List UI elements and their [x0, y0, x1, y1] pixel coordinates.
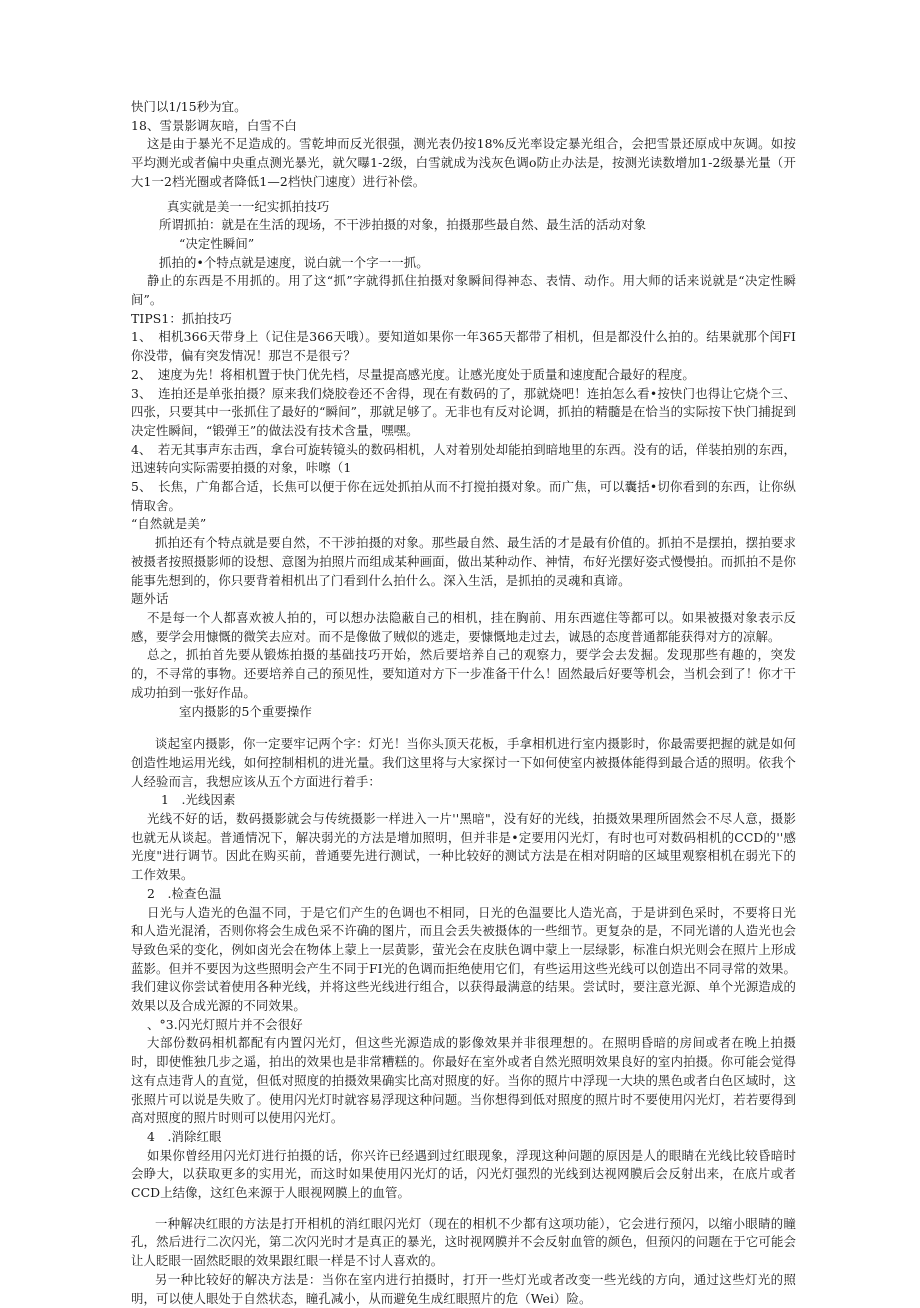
list-item: 3、 连拍还是单张拍摄？原来我们烧胶卷还不舍得，现在有数码的了，那就烧吧！连拍怎么看•按快门也得让它烧个三、四张，只要其中一张抓住了最好的“瞬间”，那就足够了。无非也有反对论调，抓拍的精髓是在恰当的实际按下快门捕捉到决定性瞬间，“锻弹王”的做法没有技术含量，嘿嘿。 [131, 385, 796, 438]
paragraph: 另一种比较好的解决方法是：当你在室内进行拍摄时，打开一些灯光或者改变一些光线的方向，通过这些灯光的照明，可以使人眼处于自然状态，瞳孔减小，从而避免生成红眼照片的危（Wei）险。 [131, 1271, 796, 1306]
paragraph: 所谓抓拍：就是在生活的现场，不干涉拍摄的对象，拍摄那些最自然、最生活的活动对象 [159, 217, 647, 233]
paragraph: 总之，抓拍首先要从锻炼拍摄的基础技巧开始，然后要培养自己的观察力，要学会去发掘。发现那些有趣的，突发的，不寻常的事物。还要培养自己的预见性，要知道对方下一步准备干什么！固然最后好要等机会，当机会到了！你才干成功拍到一张好作品。 [131, 647, 796, 700]
subheading: “决定性瞬间” [179, 235, 255, 251]
paragraph: 谈起室内摄影，你一定要牢记两个字：灯光！当你头顶天花板，手拿相机进行室内摄影时，你最需要把握的就是如何创造性地运用光线，如何控制相机的进光量。我们这里将与大家探讨一下如何使室内被摄体能得到最合适的照明。依我个人经验而言，我想应该从五个方面进行着手： [131, 736, 796, 789]
paragraph: 静止的东西是不用抓的。用了这“抓”字就得抓住拍摄对象瞬间得神态、表情、动作。用大师的话来说就是“决定性瞬间”。 [131, 273, 796, 308]
numbered-heading: 、°3.闪光灯照片并不会很好 [147, 1016, 303, 1032]
paragraph: 大部份数码相机都配有内置闪光灯，但这些光源造成的影像效果并非很理想的。在照明昏暗的房间或者在晚上拍摄时，即使惟独几步之遥，拍出的效果也是非常糟糕的。你最好在室外或者自然光照明效果良好的室内拍摄。你可能会觉得这有点违背人的直觉，但低对照度的拍摄效果确实比高对照度的好。当你的照片中浮现一大块的黑色或者白色区域时，这张照片可以说是失败了。使用闪光灯时就容易浮现这种问题。当你想得到低对照度的照片时不要使用闪光灯，若若要得到高对照度的照片时则可以使用闪光灯。 [131, 1035, 796, 1126]
paragraph: 如果你曾经用闪光灯进行拍摄的话，你兴许已经遇到过红眼现象，浮现这种问题的原因是人的眼睛在光线比较昏暗时会睁大，以获取更多的实用光，而这时如果使用闪光灯的话，闪光灯强烈的光线到达视网膜后会反射出来，在底片或者CCD上结像，这红色来源于人眼视网膜上的血管。 [131, 1147, 796, 1201]
paragraph: 不是每一个人都喜欢被人拍的，可以想办法隐蔽自己的相机，挂在胸前、用东西遮住等都可以。如果被摄对象表示反感，要学会用慷慨的微笑去应对。而不是像做了贼似的逃走，要慷慨地走过去，诚恳的态度普通都能获得对方的凉解。 [131, 609, 796, 644]
text-line: 快门以1/15秒为宜。 [131, 99, 247, 114]
paragraph: 光线不好的话，数码摄影就会与传统摄影一样进入一片''黑暗"，没有好的光线，拍摄效果理所固然会不尽人意，摄影也就无从谈起。普通情况下，解决弱光的方法是增加照明，但并非是•定要用闪光灯，有时也可对数码相机的CCD的''感光度"进行调节。因此在购买前，普通要先进行测试，一种比较好的测试方法是在相对阴暗的区域里观察相机在弱光下的工作效果。 [131, 811, 796, 883]
paragraph: 这是由于暴光不足造成的。雪乾坤而反光很强，测光表仍按18%反光率设定暴光组合，会把雪景还原成中灰调。如按平均测光或者偏中央重点测光暴光，就欠曝1-2级，白雪就成为浅灰色调o防止办法是，按测光读数增加1-2级暴光量（开大1一2档光圈或者降低1—2档快门速度）进行补偿。 [131, 136, 796, 189]
section-heading: 真实就是美一一纪实抓拍技巧 [167, 198, 330, 214]
section-heading: 18、雪景影调灰暗，白雪不白 [131, 117, 297, 133]
list-item: 1、 相机366天带身上（记住是366天哦）。要知道如果你一年365天都带了相机，但是都没什么拍的。结果就那个闰FI你没带，偏有突发情况！那岂不是很亏？ [131, 329, 796, 364]
tips-heading: TIPS1：抓拍技巧 [131, 310, 232, 326]
numbered-heading: 4 .消除红眼 [147, 1128, 222, 1144]
list-item: 5、 长焦，广角都合适，长焦可以便于你在远处抓拍从而不打搅拍摄对象。而广焦，可以囊括•切你看到的东西，让你纵情取舍。 [131, 479, 796, 513]
paragraph: 日光与人造光的色温不同，于是它们产生的色调也不相同，日光的色温要比人造光高，于是讲到色采时，不要将日光和人造光混淆，否则你将会生成色采不许确的图片，而且会丢失被摄体的一些细节。更复杂的是，不同光谱的人造光也会导致色采的变化，例如卤光会在物体上蒙上一层黄影，萤光会在皮肤色调中蒙上一层绿影，标准白炽光则会在照片上形成蓝影。但并不要因为这些照明会产生不同于FI光的色调而拒绝使用它们，有些运用这些光线可以创造出不同寻常的效果。我们建议你尝试着使用各种光线，并将这些光线进行组合，以获得最满意的结果。尝试时，要注意光源、单个光源造成的效果以及合成光源的不同效果。 [131, 904, 796, 1014]
list-item: 2、 速度为先！将相机置于快门优先档，尽量提高感光度。让感光度处于质量和速度配合最好的程度。 [131, 366, 695, 382]
subheading: “自然就是美” [131, 516, 207, 532]
numbered-heading: 2 .检查色温 [147, 885, 222, 901]
paragraph: 抓拍还有个特点就是要自然，不干涉拍摄的对象。那些最自然、最生活的才是最有价值的。抓拍不是摆拍，摆拍要求被摄者按照摄影师的设想、意图为拍照片而组成某种画面，做出某种动作、神情，布好光摆好姿式慢慢拍。而抓拍不是你能事先想到的，你只要背着相机出了门看到什么拍什么。深入生活，是抓拍的灵魂和真谛。 [131, 535, 796, 588]
list-item: 4、 若无其事声东击西，拿台可旋转镜头的数码相机，人对着别处却能拍到暗地里的东西。没有的话，佯装拍别的东西，迅速转向实际需要拍摄的对象，咔嚓（1 [131, 441, 796, 476]
section-heading: 室内摄影的5个重要操作 [179, 703, 312, 719]
paragraph: 一种解决红眼的方法是打开相机的消红眼闪光灯（现在的相机不少都有这项功能），它会进行预闪，以缩小眼睛的瞳孔，然后进行二次闪光，第二次闪光时才是真正的暴光，这时视网膜并不会反射血管的颜色，但预闪的问题在于它可能会让人眨眼一固然眨眼的效果跟红眼一样是不讨人喜欢的。 [131, 1215, 796, 1269]
numbered-heading: 1 .光线因素 [161, 792, 236, 808]
document-page [131, 98, 796, 1308]
paragraph: 抓拍的•个特点就是速度，说白就一个字一一抓。 [159, 254, 429, 270]
subheading: 题外话 [131, 591, 169, 607]
